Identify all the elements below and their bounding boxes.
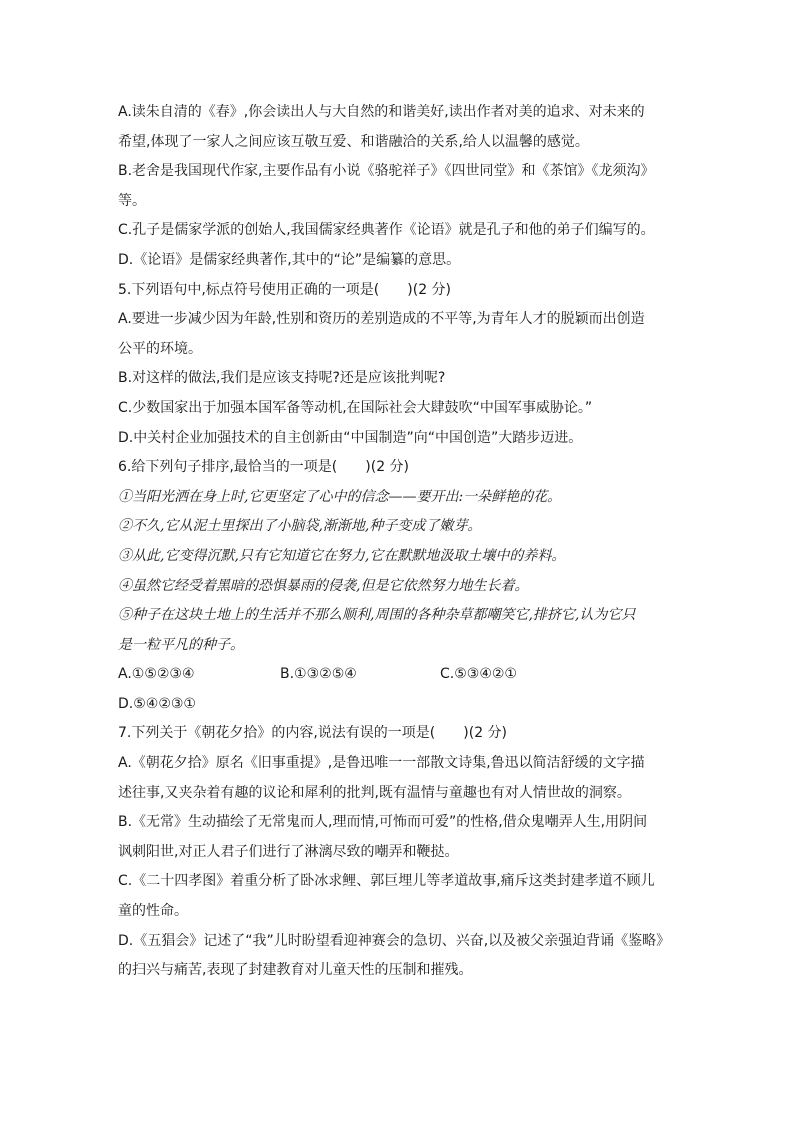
- q7-option-c-line2: 童的性命。: [118, 903, 188, 920]
- q4-option-c: C.孔子是儒家学派的创始人,我国儒家经典著作《论语》就是孔子和他的弟子们编写的。: [118, 222, 655, 239]
- q6-sentence-5-line1: ⑤种子在这块土地上的生活并不那么顺利,周围的各种杂草都嘲笑它,排挤它,认为它只: [118, 607, 636, 624]
- document-content: [118, 98, 678, 986]
- q6-stem: 6.给下列句子排序,最恰当的一项是( )(2 分): [118, 459, 410, 476]
- q4-option-a-line2: 希望,体现了一家人之间应该互敬互爱、和谐融洽的关系,给人以温馨的感觉。: [118, 133, 589, 150]
- q7-option-d-line1: D.《五猖会》记述了“我”儿时盼望看迎神赛会的急切、兴奋,以及被父亲强迫背诵《鉴略》: [118, 932, 671, 949]
- q6-options-row: [118, 660, 678, 690]
- q5-option-d: D.中关村企业加强技术的自主创新由“中国制造”向“中国创造”大踏步迈进。: [118, 429, 583, 446]
- q4-option-d: D.《论语》是儒家经典著作,其中的“论”是编纂的意思。: [118, 251, 461, 268]
- q7-option-b-line2: 讽刺阳世,对正人君子们进行了淋漓尽致的嘲弄和鞭挞。: [118, 843, 459, 860]
- q6-sentence-2: ②不久,它从泥土里探出了小脑袋,渐渐地,种子变成了嫩芽。: [118, 518, 482, 535]
- q7-option-a-line2: 述往事,又夹杂着有趣的议论和犀利的批判,既有温情与童趣也有对人情世故的洞察。: [118, 784, 631, 801]
- q4-option-b-line2: 等。: [118, 192, 146, 209]
- q4-option-a-line1: A.读朱自清的《春》,你会读出人与大自然的和谐美好,读出作者对美的追求、对未来的: [118, 104, 645, 120]
- q6-option-c: C.⑤③④②①: [440, 666, 517, 683]
- q5-option-c: C.少数国家出于加强本国军备等动机,在国际社会大肆鼓吹“中国军事威胁论。”: [118, 399, 593, 416]
- q4-option-b-line1: B.老舍是我国现代作家,主要作品有小说《骆驼祥子》《四世同堂》和《茶馆》《龙须沟》: [118, 163, 655, 180]
- q6-sentence-5-line2: 是一粒平凡的种子。: [118, 636, 244, 653]
- q5-stem: 5.下列语句中,标点符号使用正确的一项是( )(2 分): [118, 281, 452, 298]
- q6-option-d: D.⑤④②③①: [118, 695, 196, 712]
- q6-option-a: A.①⑤②③④: [118, 666, 195, 683]
- q5-option-a-line1: A.要进一步减少因为年龄,性别和资历的差别造成的不平等,为青年人才的脱颖而出创造: [118, 311, 645, 328]
- q5-option-b: B.对这样的做法,我们是应该支持呢?还是应该批判呢?: [118, 370, 446, 387]
- q7-option-c-line1: C.《二十四孝图》着重分析了卧冰求鲤、郭巨埋儿等孝道故事,痛斥这类封建孝道不顾儿: [118, 873, 655, 890]
- q6-sentence-3: ③从此,它变得沉默,只有它知道它在努力,它在默默地汲取土壤中的养料。: [118, 547, 566, 564]
- q7-option-d-line2: 的扫兴与痛苦,表现了封建教育对儿童天性的压制和摧残。: [118, 962, 473, 979]
- q7-option-b-line1: B.《无常》生动描绘了无常鬼而人,理而情,可怖而可爱”的性格,借众鬼嘲弄人生,用阴间: [118, 814, 648, 831]
- q5-option-a-line2: 公平的环境。: [118, 340, 202, 357]
- q6-sentence-4: ④虽然它经受着黑暗的恐惧暴雨的侵袭,但是它依然努力地生长着。: [118, 577, 529, 594]
- q7-stem: 7.下列关于《朝花夕拾》的内容,说法有误的一项是( )(2 分): [118, 725, 508, 742]
- q6-option-b: B.①③②⑤④: [280, 666, 357, 683]
- q6-sentence-1: ①当阳光洒在身上时,它更坚定了心中的信念——要开出:一朵鲜艳的花。: [118, 488, 562, 505]
- q7-option-a-line1: A.《朝花夕拾》原名《旧事重提》,是鲁迅唯一一部散文诗集,鲁迅以简洁舒缓的文字描: [118, 755, 645, 772]
